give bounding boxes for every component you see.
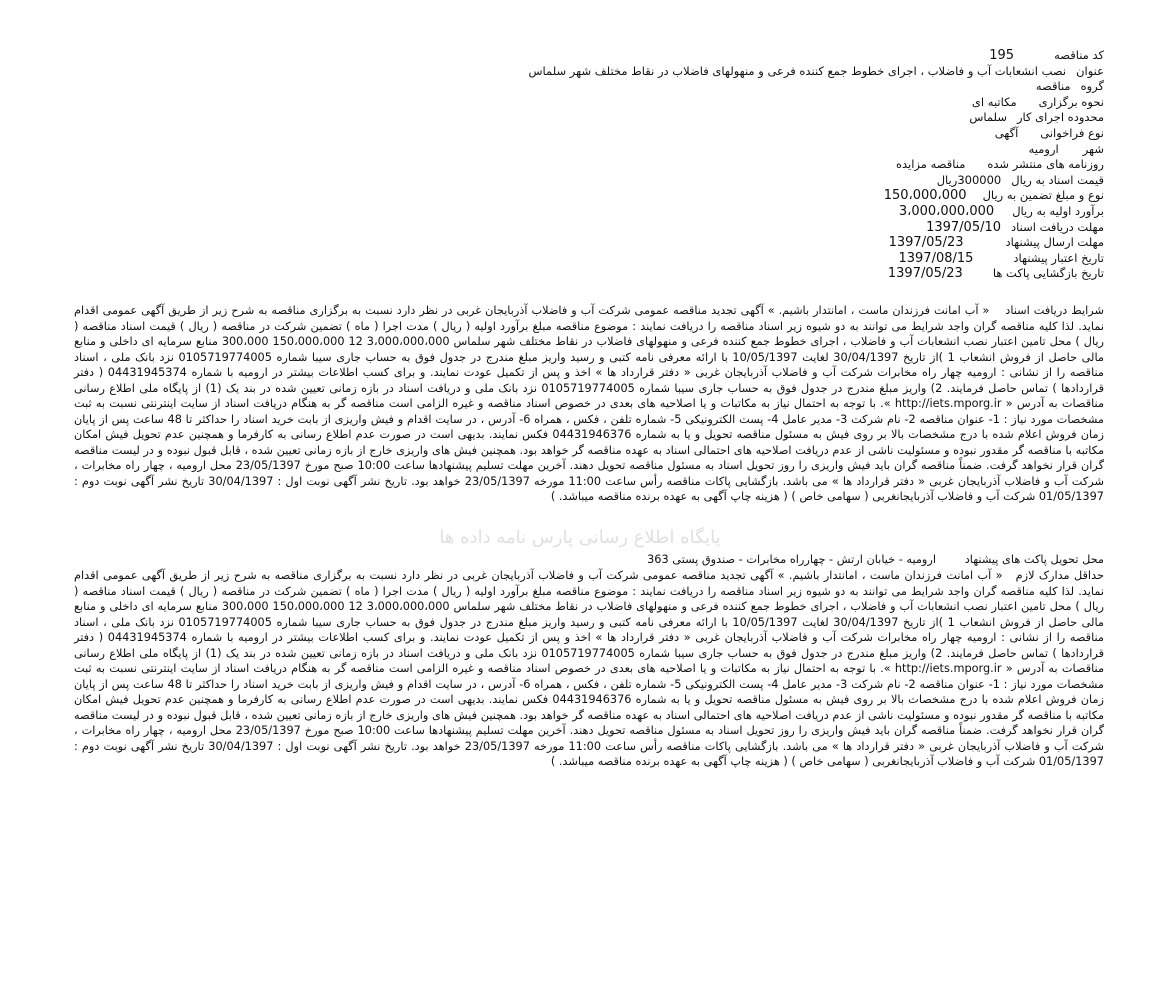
field-value: ارومیه [1028,141,1059,156]
field-value: 1397/05/23 [888,235,964,251]
field-value: 1397/05/23 [887,266,963,282]
field-label: مهلت ارسال پیشنهاد [1005,235,1104,250]
field-label: برآورد اولیه به ریال [1012,203,1104,218]
watermark-text: پایگاه اطلاع رسانی پارس نامه داده ها [439,527,721,548]
field-row [304,251,1104,267]
field-value: 3،000،000،000 [898,203,995,219]
field-label: نوع فراخوانی [1040,125,1104,140]
field-row [304,220,1104,236]
field-row [304,235,1104,251]
field-value: 150،000،000 [883,188,967,204]
field-value: 1397/05/10 [926,219,1002,235]
field-row [304,79,1104,95]
field-row [304,188,1104,204]
field-label: محدوده اجرای کار [1016,110,1104,125]
field-row [304,157,1104,173]
field-value: 1397/08/15 [898,250,974,266]
field-row [304,204,1104,220]
field-row [304,48,1104,64]
field-value: سلماس [969,110,1007,125]
field-row [304,142,1104,158]
field-label: قیمت اسناد به ریال [1011,172,1104,187]
field-row [304,95,1104,111]
field-label: تاریخ اعتبار پیشنهاد [1013,250,1104,265]
field-label: شهر [1082,141,1104,156]
field-value: 195 [989,48,1015,63]
field-value: 300000ریال [936,172,1002,187]
field-value: مناقصه [1035,79,1071,94]
delivery-place-value: ارومیه - خیابان ارتش - چهارراه مخابرات - صندوق پستی 363 [647,553,936,566]
watermark-logo [420,517,740,557]
field-row [304,173,1104,189]
field-value: نصب انشعابات آب و فاضلاب ، اجرای خطوط جمع کننده فرعی و منهولهای فاضلاب در نقاط مختلف شهر سلماس [528,63,1067,78]
field-row [304,126,1104,142]
field-label: نوع و مبلغ تضمین به ریال [982,188,1104,203]
field-value: مکاتبه ای [971,94,1017,109]
delivery-place-row [74,552,1104,568]
field-label: کد مناقصه [1054,48,1104,62]
field-label: روزنامه های منتشر شده [987,157,1104,172]
field-row [304,266,1104,282]
conditions-paragraph [74,303,1104,505]
field-label: گروه [1080,79,1104,94]
delivery-place-label: محل تحویل پاکت های پیشنهاد [964,553,1104,566]
conditions-text: « آب امانت فرزندان ماست ، امانتدار باشیم. » آگهی تجدید مناقصه عمومی شرکت آب و فاضلاب آذربایجان غربی در نظر دارد نسبت به برگزاری مناقصه به شرح زیر از طریق آگهی عمومی اقدام نماید. لذا کلیه مناقصه گران واجد شرایط می توانند به دو شیوه زیر اسناد مناقصه را دریافت نمایند : موضوع مناقصه مبلغ برآورد اولیه ( ریال ) مدت اجرا ( ماه ) تضمین شرکت در مناقصه ( ریال ) قیمت اسناد مناقصه ( ریال ) محل تامین اعتبار نصب انشعابات آب و فاضلاب ، اجرای خطوط جمع کننده فرعی و منهولهای فاضلاب در نقاط مختلف شهر سلماس 3،000،000،000 12 150،000،000 300،000 منابع سرمایه ای داخلی و منابع مالی حاصل از فروش انشعاب 1 )از تاریخ 30/04/1397 لغایت 10/05/1397 با ارائه معرفی نامه کتبی و رسید واریز مبلغ مندرج در جدول فوق به حساب جاری سیبا شماره 0105719774005 نزد بانک ملی ، اسناد مناقصه را از نشانی : ارومیه چهار راه مخابرات شرکت آب و فاضلاب آذربایجان غربی « دفتر قرارداد ها » اخذ و پس از تکمیل عودت نمایند. و برای کسب اطلاعات بیشتر در ارومیه با شماره 04431945374 ( دفتر قراردادها ) تماس حاصل فرمایند. 2) واریز مبلغ مندرج در جدول فوق به حساب جاری سیبا شماره 0105719774005 نزد بانک ملی و دریافت اسناد در بازه زمانی تعیین شده در بند یک (1) از پایگاه ملی اطلاع رسانی مناقصات به آدرس « http://iets.mporg.ir ». با توجه به احتمال نیاز به مکاتبات و یا اصلاحیه های بعدی در خصوص اسناد مناقصه و غیره الزامی است مناقصه گر به هنگام دریافت اسناد از سایت اینترنتی نسبت به ثبت مشخصات مورد نیاز : 1- عنوان مناقصه 2- نام شرکت 3- مدیر عامل 4- پست الکترونیکی 5- شماره تلفن ، فکس ، همراه 6- آدرس ، در سایت اقدام و فیش واریزی از بابت خرید اسناد را حداکثر تا 48 ساعت پس از پایان زمان فروش اعلام شده با درج مشخصات بالا بر روی فیش به مسئول مناقصه تحویل و یا به شماره 04431946376 فکس نمایند. بدیهی است در صورت عدم اطلاع رسانی به کارفرما و همچنین عدم تحویل فیش امکان مکاتبه با مناقصه گر مقدور نبوده و مسئولیت ناشی از عدم دریافت اصلاحیه های احتمالی اسناد به عهده مناقصه گر خواهد بود. همچنین فیش های واریزی خارج از بازه زمانی تعیین شده ، قابل قبول نبوده و در لیست مناقصه گران قرار نخواهد گرفت. ضمناً مناقصه گران باید فیش واریزی را روز تحویل اسناد به مسئول مناقصه تحویل دهند. آخرین مهلت تسلیم پیشنهادها ساعت 10:00 صبح مورخ 23/05/1397 محل ارومیه ، چهار راه مخابرات ، شرکت آب و فاضلاب آذربایجان غربی « دفتر قرارداد ها » می باشد. بازگشایی پاکات مناقصه رأس ساعت 11:00 مورخه 23/05/1397 خواهد بود. تاریخ نشر آگهی نوبت اول : 30/04/1397 تاریخ نشر آگهی نوبت دوم : 01/05/1397 شرکت آب و فاضلاب آذربایجانغربی ( سهامی خاص ) ( هزینه چاپ آگهی به عهده برنده مناقصه میباشد. ) [74,304,1105,503]
required-docs-label: حداقل مدارک لازم [1015,569,1104,582]
field-row [304,64,1104,80]
field-value: آگهی [994,125,1019,140]
conditions-label: شرایط دریافت اسناد [1005,304,1104,317]
required-docs-text: « آب امانت فرزندان ماست ، امانتدار باشیم. » آگهی تجدید مناقصه عمومی شرکت آب و فاضلاب آذربایجان غربی در نظر دارد نسبت به برگزاری مناقصه به شرح زیر از طریق آگهی عمومی اقدام نماید. لذا کلیه مناقصه گران واجد شرایط می توانند به دو شیوه زیر اسناد مناقصه را دریافت نمایند : موضوع مناقصه مبلغ برآورد اولیه ( ریال ) مدت اجرا ( ماه ) تضمین شرکت در مناقصه ( ریال ) قیمت اسناد مناقصه ( ریال ) محل تامین اعتبار نصب انشعابات آب و فاضلاب ، اجرای خطوط جمع کننده فرعی و منهولهای فاضلاب در نقاط مختلف شهر سلماس 3،000،000،000 12 150،000،000 300،000 منابع سرمایه ای داخلی و منابع مالی حاصل از فروش انشعاب 1 )از تاریخ 30/04/1397 لغایت 10/05/1397 با ارائه معرفی نامه کتبی و رسید واریز مبلغ مندرج در جدول فوق به حساب جاری سیبا شماره 0105719774005 نزد بانک ملی ، اسناد مناقصه را از نشانی : ارومیه چهار راه مخابرات شرکت آب و فاضلاب آذربایجان غربی « دفتر قرارداد ها » اخذ و پس از تکمیل عودت نمایند. و برای کسب اطلاعات بیشتر در ارومیه با شماره 04431945374 ( دفتر قراردادها ) تماس حاصل فرمایند. 2) واریز مبلغ مندرج در جدول فوق به حساب جاری سیبا شماره 0105719774005 نزد بانک ملی و دریافت اسناد در بازه زمانی تعیین شده در بند یک (1) از پایگاه ملی اطلاع رسانی مناقصات به آدرس « http://iets.mporg.ir ». با توجه به احتمال نیاز به مکاتبات و یا اصلاحیه های بعدی در خصوص اسناد مناقصه و غیره الزامی است مناقصه گر به هنگام دریافت اسناد از سایت اینترنتی نسبت به ثبت مشخصات مورد نیاز : 1- عنوان مناقصه 2- نام شرکت 3- مدیر عامل 4- پست الکترونیکی 5- شماره تلفن ، فکس ، همراه 6- آدرس ، در سایت اقدام و فیش واریزی از بابت خرید اسناد را حداکثر تا 48 ساعت پس از پایان زمان فروش اعلام شده با درج مشخصات بالا بر روی فیش به مسئول مناقصه تحویل و یا به شماره 04431946376 فکس نمایند. بدیهی است در صورت عدم اطلاع رسانی به کارفرما و همچنین عدم تحویل فیش امکان مکاتبه با مناقصه گر مقدور نبوده و مسئولیت ناشی از عدم دریافت اصلاحیه های احتمالی اسناد به عهده مناقصه گر خواهد بود. همچنین فیش های واریزی خارج از بازه زمانی تعیین شده ، قابل قبول نبوده و در لیست مناقصه گران قرار نخواهد گرفت. ضمناً مناقصه گران باید فیش واریزی را روز تحویل اسناد به مسئول مناقصه تحویل دهند. آخرین مهلت تسلیم پیشنهادها ساعت 10:00 صبح مورخ 23/05/1397 محل ارومیه ، چهار راه مخابرات ، شرکت آب و فاضلاب آذربایجان غربی « دفتر قرارداد ها » می باشد. بازگشایی پاکات مناقصه رأس ساعت 11:00 مورخه 23/05/1397 خواهد بود. تاریخ نشر آگهی نوبت اول : 30/04/1397 تاریخ نشر آگهی نوبت دوم : 01/05/1397 شرکت آب و فاضلاب آذربایجانغربی ( سهامی خاص ) ( هزینه چاپ آگهی به عهده برنده مناقصه میباشد. ) [74,569,1105,768]
field-label: عنوان [1076,63,1104,78]
field-label: مهلت دریافت اسناد [1011,219,1104,234]
required-docs-paragraph [74,568,1104,770]
field-label: تاریخ بازگشایی پاکت ها [992,266,1104,281]
field-label: نحوه برگزاری [1038,94,1104,109]
field-value: مناقصه مزایده [895,157,966,172]
field-row [304,110,1104,126]
tender-fields [304,48,1104,282]
